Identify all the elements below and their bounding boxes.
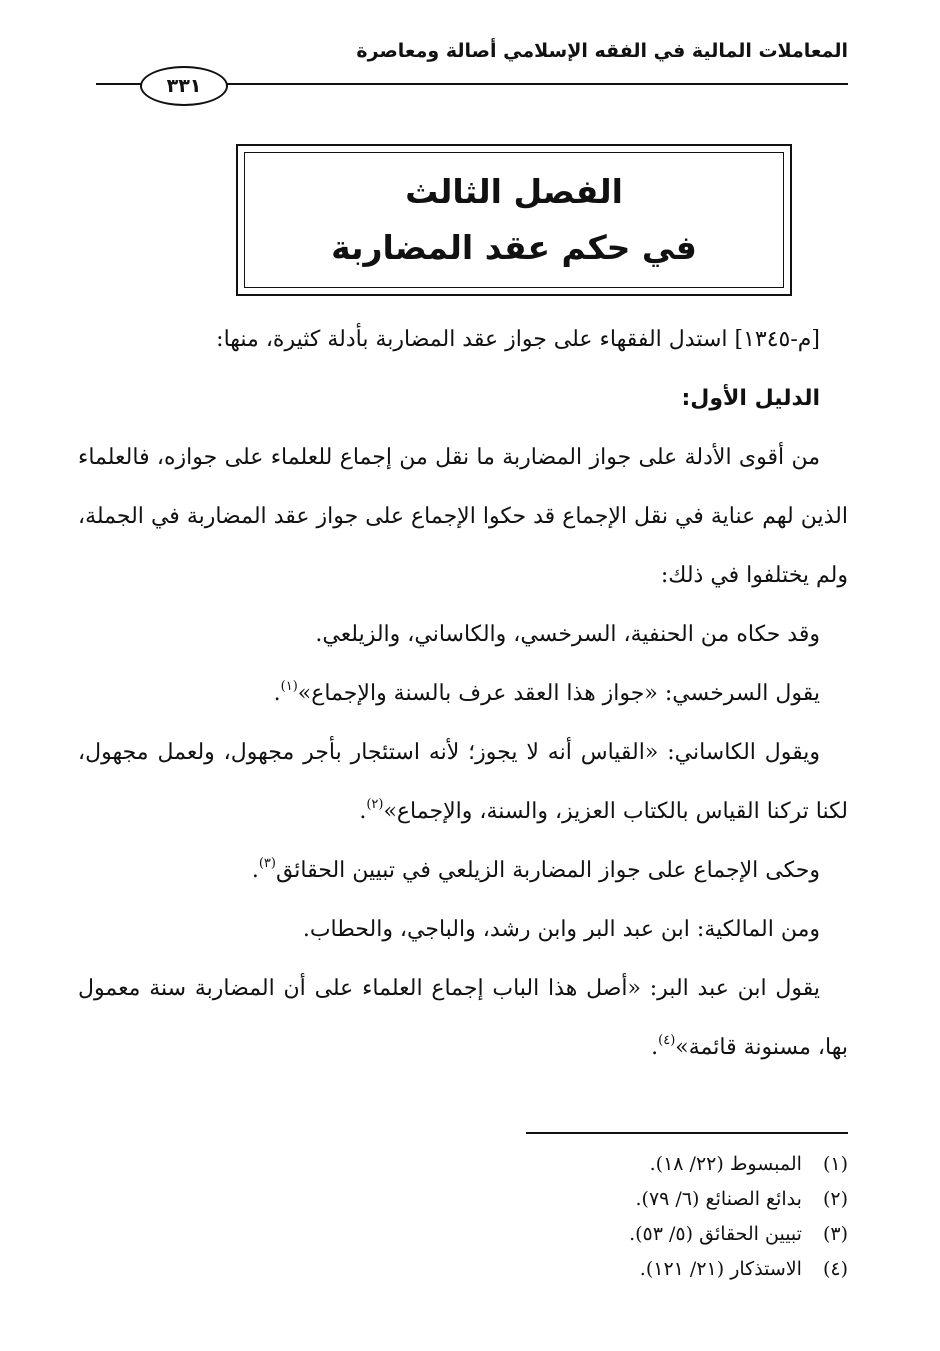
chapter-title-box [236, 144, 792, 296]
footnote-number: (٤) [822, 1258, 848, 1280]
paragraph-hanafi-scholars: وقد حكاه من الحنفية، السرخسي، والكاساني، والزيلعي. [315, 622, 820, 647]
footnote-1 [248, 1147, 848, 1182]
footnote-text: المبسوط (٢٢/ ١٨). [649, 1153, 802, 1175]
paragraph-maliki-scholars: ومن المالكية: ابن عبد البر وابن رشد، والباجي، والحطاب. [302, 917, 820, 942]
evidence-heading: الدليل الأول: [681, 386, 820, 411]
paragraph-ibn-abd-al-barr-quote [78, 959, 848, 1077]
footnote-4 [248, 1252, 848, 1287]
ibn-abd-al-barr-quote-end: . [651, 1035, 659, 1060]
kasani-quote-text: ويقول الكاساني: «القياس أنه لا يجوز؛ لأنه استئجار بأجر مجهول، ولعمل مجهول، لكنا تركنا القياس بالكتاب العزيز، والسنة، والإجماع» [78, 740, 848, 824]
zaylai-text: وحكى الإجماع على جواز المضاربة الزيلعي في تبيين الحقائق [275, 858, 820, 883]
body-text [78, 310, 848, 1077]
footnote-2 [248, 1182, 848, 1217]
footnote-text: بدائع الصنائع (٦/ ٧٩). [635, 1188, 802, 1210]
chapter-title-inner-frame [244, 152, 784, 288]
footnote-separator [526, 1132, 848, 1134]
running-header-title: المعاملات المالية في الفقه الإسلامي أصالة ومعاصرة [356, 40, 848, 62]
page-number: ٣٣١ [140, 66, 228, 106]
footnote-ref-2[interactable]: (٢) [366, 797, 384, 812]
footnote-ref-1[interactable]: (١) [280, 679, 298, 694]
footnote-number: (٢) [822, 1188, 848, 1210]
footnotes [248, 1147, 848, 1287]
footnote-text: الاستذكار (٢١/ ١٢١). [639, 1258, 802, 1280]
paragraph-ijma-summary: من أقوى الأدلة على جواز المضاربة ما نقل من إجماع للعلماء على جوازه، فالعلماء الذين لهم عناية في نقل الإجماع قد حكوا الإجماع على جواز عقد المضاربة في الجملة، ولم يختلفوا في ذلك: [78, 445, 848, 588]
sarakhsi-quote-end: . [273, 681, 281, 706]
sarakhsi-quote-text: يقول السرخسي: «جواز هذا العقد عرف بالسنة والإجماع» [297, 681, 820, 706]
footnote-3 [248, 1217, 848, 1252]
paragraph-kasani-quote [78, 723, 848, 841]
paragraph-sarakhsi-quote [78, 664, 848, 723]
chapter-subtitle: في حكم عقد المضاربة [331, 228, 697, 267]
footnote-number: (١) [822, 1153, 848, 1175]
footnote-number: (٣) [822, 1223, 848, 1245]
footnote-text: تبيين الحقائق (٥/ ٥٣). [629, 1223, 802, 1245]
footnote-ref-4[interactable]: (٤) [658, 1033, 676, 1048]
chapter-title: الفصل الثالث [405, 172, 623, 211]
footnote-ref-3[interactable]: (٣) [258, 856, 276, 871]
zaylai-end: . [251, 858, 259, 883]
kasani-quote-end: . [359, 799, 367, 824]
ibn-abd-al-barr-quote-text: يقول ابن عبد البر: «أصل هذا الباب إجماع العلماء على أن المضاربة سنة معمول بها، مسنونة قائمة» [78, 976, 848, 1060]
paragraph-zaylai [78, 841, 848, 900]
intro-paragraph: [م-١٣٤٥] استدل الفقهاء على جواز عقد المضاربة بأدلة كثيرة، منها: [216, 327, 820, 352]
